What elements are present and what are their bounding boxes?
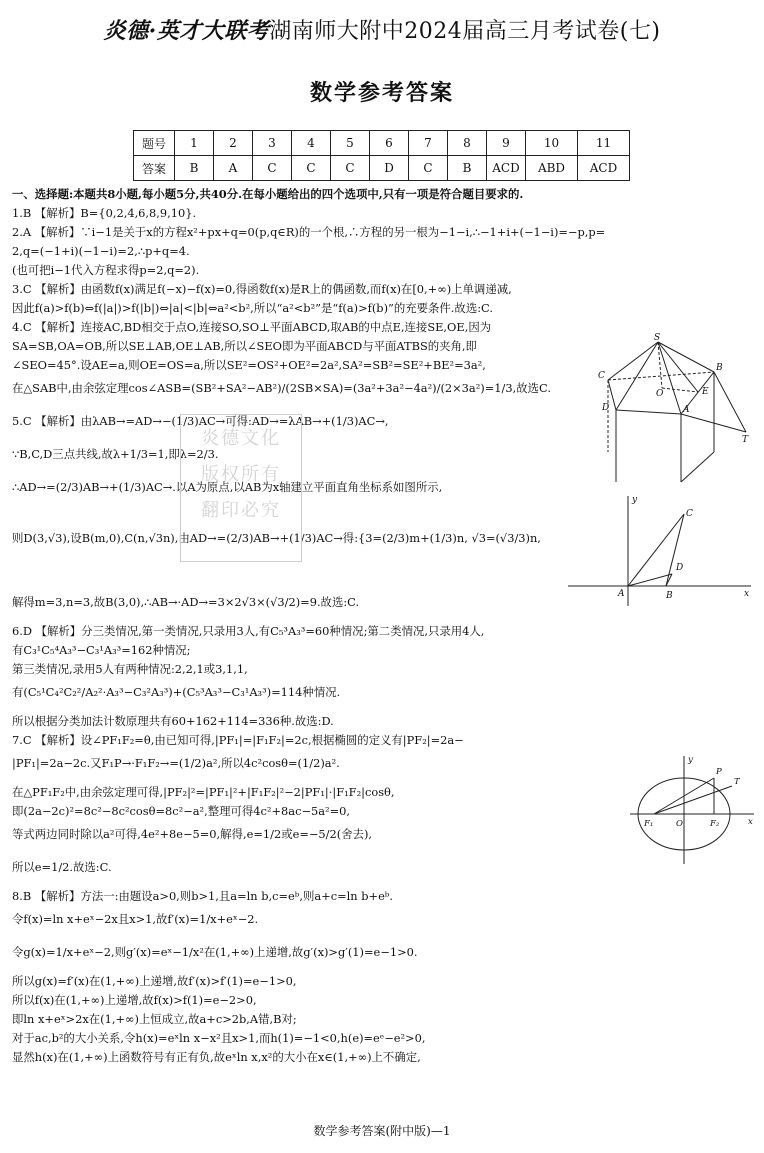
page-subtitle: 数学参考答案 (309, 80, 454, 106)
table-cell: 11 (578, 131, 630, 156)
solution-q5-line: 解得m=3,n=3,故B(3,0),∴AB→·AD→=3×2√3×(√3/2)=9.故选:C. (12, 595, 360, 609)
solution-q3-line: 3.C 【解析】由函数f(x)满足f(−x)−f(x)=0,得函数f(x)是R上的偶函数,而f(x)在[0,+∞)上单调递减, (12, 282, 512, 296)
solution-q8-line: 令g(x)=1/x+eˣ−2,则g′(x)=eˣ−1/x²在(1,+∞)上递增,故g′(x)>g′(1)=e−1>0. (12, 945, 418, 959)
table-cell: A (214, 156, 253, 181)
row-label: 题号 (134, 131, 175, 156)
solution-q5-line: 5.C 【解析】由λAB→=AD→−(1/3)AC→可得:AD→=λAB→+(1/3)AC→, (12, 414, 389, 428)
solution-q4-line: 在△SAB中,由余弦定理cos∠ASB=(SB²+SA²−AB²)/(2SB×SA)=(3a²+3a²−4a²)/(2×3a²)=1/3,故选C. (12, 381, 551, 395)
solution-q8-line: 8.B 【解析】方法一:由题设a>0,则b>1,且a=ln b,c=eᵇ,则a+c=ln b+eᵇ. (12, 889, 393, 903)
solutions-body (12, 186, 752, 1068)
label-C: C (686, 509, 693, 519)
solution-q4-line: 4.C 【解析】连接AC,BD相交于点O,连接SO,SO⊥平面ABCD,取AB的中点E,连接SE,OE,因为 (12, 320, 492, 334)
solution-q4-line: SA=SB,OA=OB,所以SE⊥AB,OE⊥AB,所以∠SEO即为平面ABCD与平面ATBS的夹角,即 (12, 339, 477, 353)
label-E: E (702, 387, 709, 397)
table-cell: 1 (175, 131, 214, 156)
axis-label-y: y (632, 495, 638, 505)
label-A: A (683, 405, 690, 415)
table-cell: ABD (526, 156, 578, 181)
answer-table-row-numbers (134, 131, 630, 156)
label-S: S (654, 333, 661, 343)
label-B: B (716, 363, 723, 373)
table-cell: B (448, 156, 487, 181)
solution-q8-line: 显然h(x)在(1,+∞)上函数符号有正有负,故eˣln x,x²的大小在x∈(1,+∞)上不确定, (12, 1050, 421, 1064)
solution-q6-line: 所以根据分类加法计数原理共有60+162+114=336种.故选:D. (12, 714, 334, 728)
solution-q7-line: 在△PF₁F₂中,由余弦定理可得,|PF₂|²=|PF₁|²+|F₁F₂|²−2|PF₁|·|F₁F₂|cosθ, (12, 785, 395, 799)
brand-name: 炎德·英才大联考 (103, 18, 270, 44)
solution-q6-line: 6.D 【解析】分三类情况,第一类情况,只录用3人,有C₅³A₃³=60种情况;第二类情况,只录用4人, (12, 624, 485, 638)
label-C: C (598, 371, 605, 381)
label-P: P (716, 767, 722, 777)
label-F2: F₂ (710, 819, 720, 829)
label-O: O (676, 819, 683, 829)
label-T: T (734, 777, 740, 787)
table-cell: C (253, 156, 292, 181)
solution-q6-line: 第三类情况,录用5人有两种情况:2,2,1或3,1,1, (12, 662, 248, 676)
label-A: A (618, 589, 625, 599)
label-D: D (602, 403, 610, 413)
table-cell: C (292, 156, 331, 181)
solution-q4-line: ∠SEO=45°.设AE=a,则OE=OS=a,所以SE²=OS²+OE²=2a²,SA²=SB²=SE²+BE²=3a², (12, 358, 486, 372)
solution-q7-line: |PF₁|=2a−2c.又F₁P→·F₁F₂→=(1/2)a²,所以4c²cosθ=(1/2)a². (12, 756, 340, 770)
solution-q8-line: 令f(x)=ln x+eˣ−2x且x>1,故f′(x)=1/x+eˣ−2. (12, 912, 259, 926)
axis-label-y: y (688, 755, 693, 765)
page-header (0, 14, 764, 45)
answer-table (133, 130, 630, 181)
axis-label-x: x (748, 817, 753, 827)
label-F1: F₁ (644, 819, 654, 829)
table-cell: 10 (526, 131, 578, 156)
table-cell: 4 (292, 131, 331, 156)
table-cell: C (409, 156, 448, 181)
table-cell: 7 (409, 131, 448, 156)
solution-q5-line: 则D(3,√3),设B(m,0),C(n,√3n),由AD→=(2/3)AB→+(1/3)AC→得:{3=(2/3)m+(1/3)n, √3=(√3/3)n, (12, 531, 541, 545)
table-cell: 3 (253, 131, 292, 156)
table-cell: 2 (214, 131, 253, 156)
q5-coordinate-figure (566, 494, 756, 609)
table-cell: 8 (448, 131, 487, 156)
watermark-line: 版权所有 (201, 464, 281, 485)
page-footer: 数学参考答案(附中版)—1 (313, 1124, 451, 1138)
table-cell: ACD (578, 156, 630, 181)
table-cell: ACD (487, 156, 526, 181)
table-cell: B (175, 156, 214, 181)
watermark-line: 翻印必究 (201, 500, 281, 521)
q4-geometry-figure (596, 332, 756, 492)
solution-q8-line: 对于ac,b²的大小关系,令h(x)=eˣln x−x²且x>1,而h(1)=−1<0,h(e)=eᵉ−e²>0, (12, 1031, 426, 1045)
exam-title: 湖南师大附中2024届高三月考试卷(七) (269, 19, 661, 44)
solution-q5-line: ∴AD→=(2/3)AB→+(1/3)AC→.以A为原点,以AB为x轴建立平面直角坐标系如图所示, (12, 480, 443, 494)
q7-ellipse-figure (630, 754, 758, 866)
solution-q7-line: 7.C 【解析】设∠PF₁F₂=θ,由已知可得,|PF₁|=|F₁F₂|=2c,根据椭圆的定义有|PF₂|=2a− (12, 733, 464, 747)
solution-q2-line: 2,q=(−1+i)(−1−i)=2,∴p+q=4. (12, 244, 190, 258)
solution-q3-line: 因此f(a)>f(b)⇔f(|a|)>f(|b|)⇔|a|<|b|⇔a²<b²,所以“a²<b²”是“f(a)>f(b)”的充要条件.故选:C. (12, 301, 493, 315)
table-cell: 9 (487, 131, 526, 156)
solution-q8-line: 即ln x+eˣ>2x在(1,+∞)上恒成立,故a+c>2b,A错,B对; (12, 1012, 297, 1026)
table-cell: D (370, 156, 409, 181)
section-heading: 一、选择题:本题共8小题,每小题5分,共40分.在每小题给出的四个选项中,只有一项是符合题目要求的. (12, 187, 524, 201)
solution-q8-line: 所以f(x)在(1,+∞)上递增,故f(x)>f(1)=e−2>0, (12, 993, 257, 1007)
table-cell: 5 (331, 131, 370, 156)
solution-q8-line: 所以g(x)=f′(x)在(1,+∞)上递增,故f′(x)>f′(1)=e−1>0, (12, 974, 297, 988)
solution-q6-line: 有C₃¹C₅⁴A₃³−C₃¹A₃³=162种情况; (12, 643, 191, 657)
solution-q1: 1.B 【解析】B={0,2,4,6,8,9,10}. (12, 206, 197, 220)
table-cell: 6 (370, 131, 409, 156)
label-T: T (742, 435, 749, 445)
label-O: O (656, 389, 664, 399)
table-cell: C (331, 156, 370, 181)
answer-table-row-answers (134, 156, 630, 181)
solution-q6-line: 有(C₅¹C₄²C₂²/A₂²·A₃³−C₃²A₃³)+(C₅³A₃³−C₃¹A₃³)=114种情况. (12, 685, 341, 699)
label-D: D (676, 563, 684, 573)
label-B: B (666, 591, 673, 601)
solution-q2-line: 2.A 【解析】∵i−1是关于x的方程x²+px+q=0(p,q∈R)的一个根,∴方程的另一根为−1−i,∴−1+i+(−1−i)=−p,p= (12, 225, 606, 239)
solution-q7-line: 即(2a−2c)²=8c²−8c²cosθ=8c²−a²,整理可得4c²+8ac−5a²=0, (12, 804, 351, 818)
solution-q2-line: (也可把i−1代入方程求得p=2,q=2). (12, 263, 200, 277)
copyright-watermark (180, 414, 302, 562)
solution-q7-line: 所以e=1/2.故选:C. (12, 860, 112, 874)
solution-q5-line: ∵B,C,D三点共线,故λ+1/3=1,即λ=2/3. (12, 447, 219, 461)
axis-label-x: x (744, 589, 750, 599)
watermark-line: 炎德文化 (201, 428, 281, 449)
solution-q7-line: 等式两边同时除以a²可得,4e²+8e−5=0,解得,e=1/2或e=−5/2(舍去), (12, 827, 373, 841)
row-label: 答案 (134, 156, 175, 181)
